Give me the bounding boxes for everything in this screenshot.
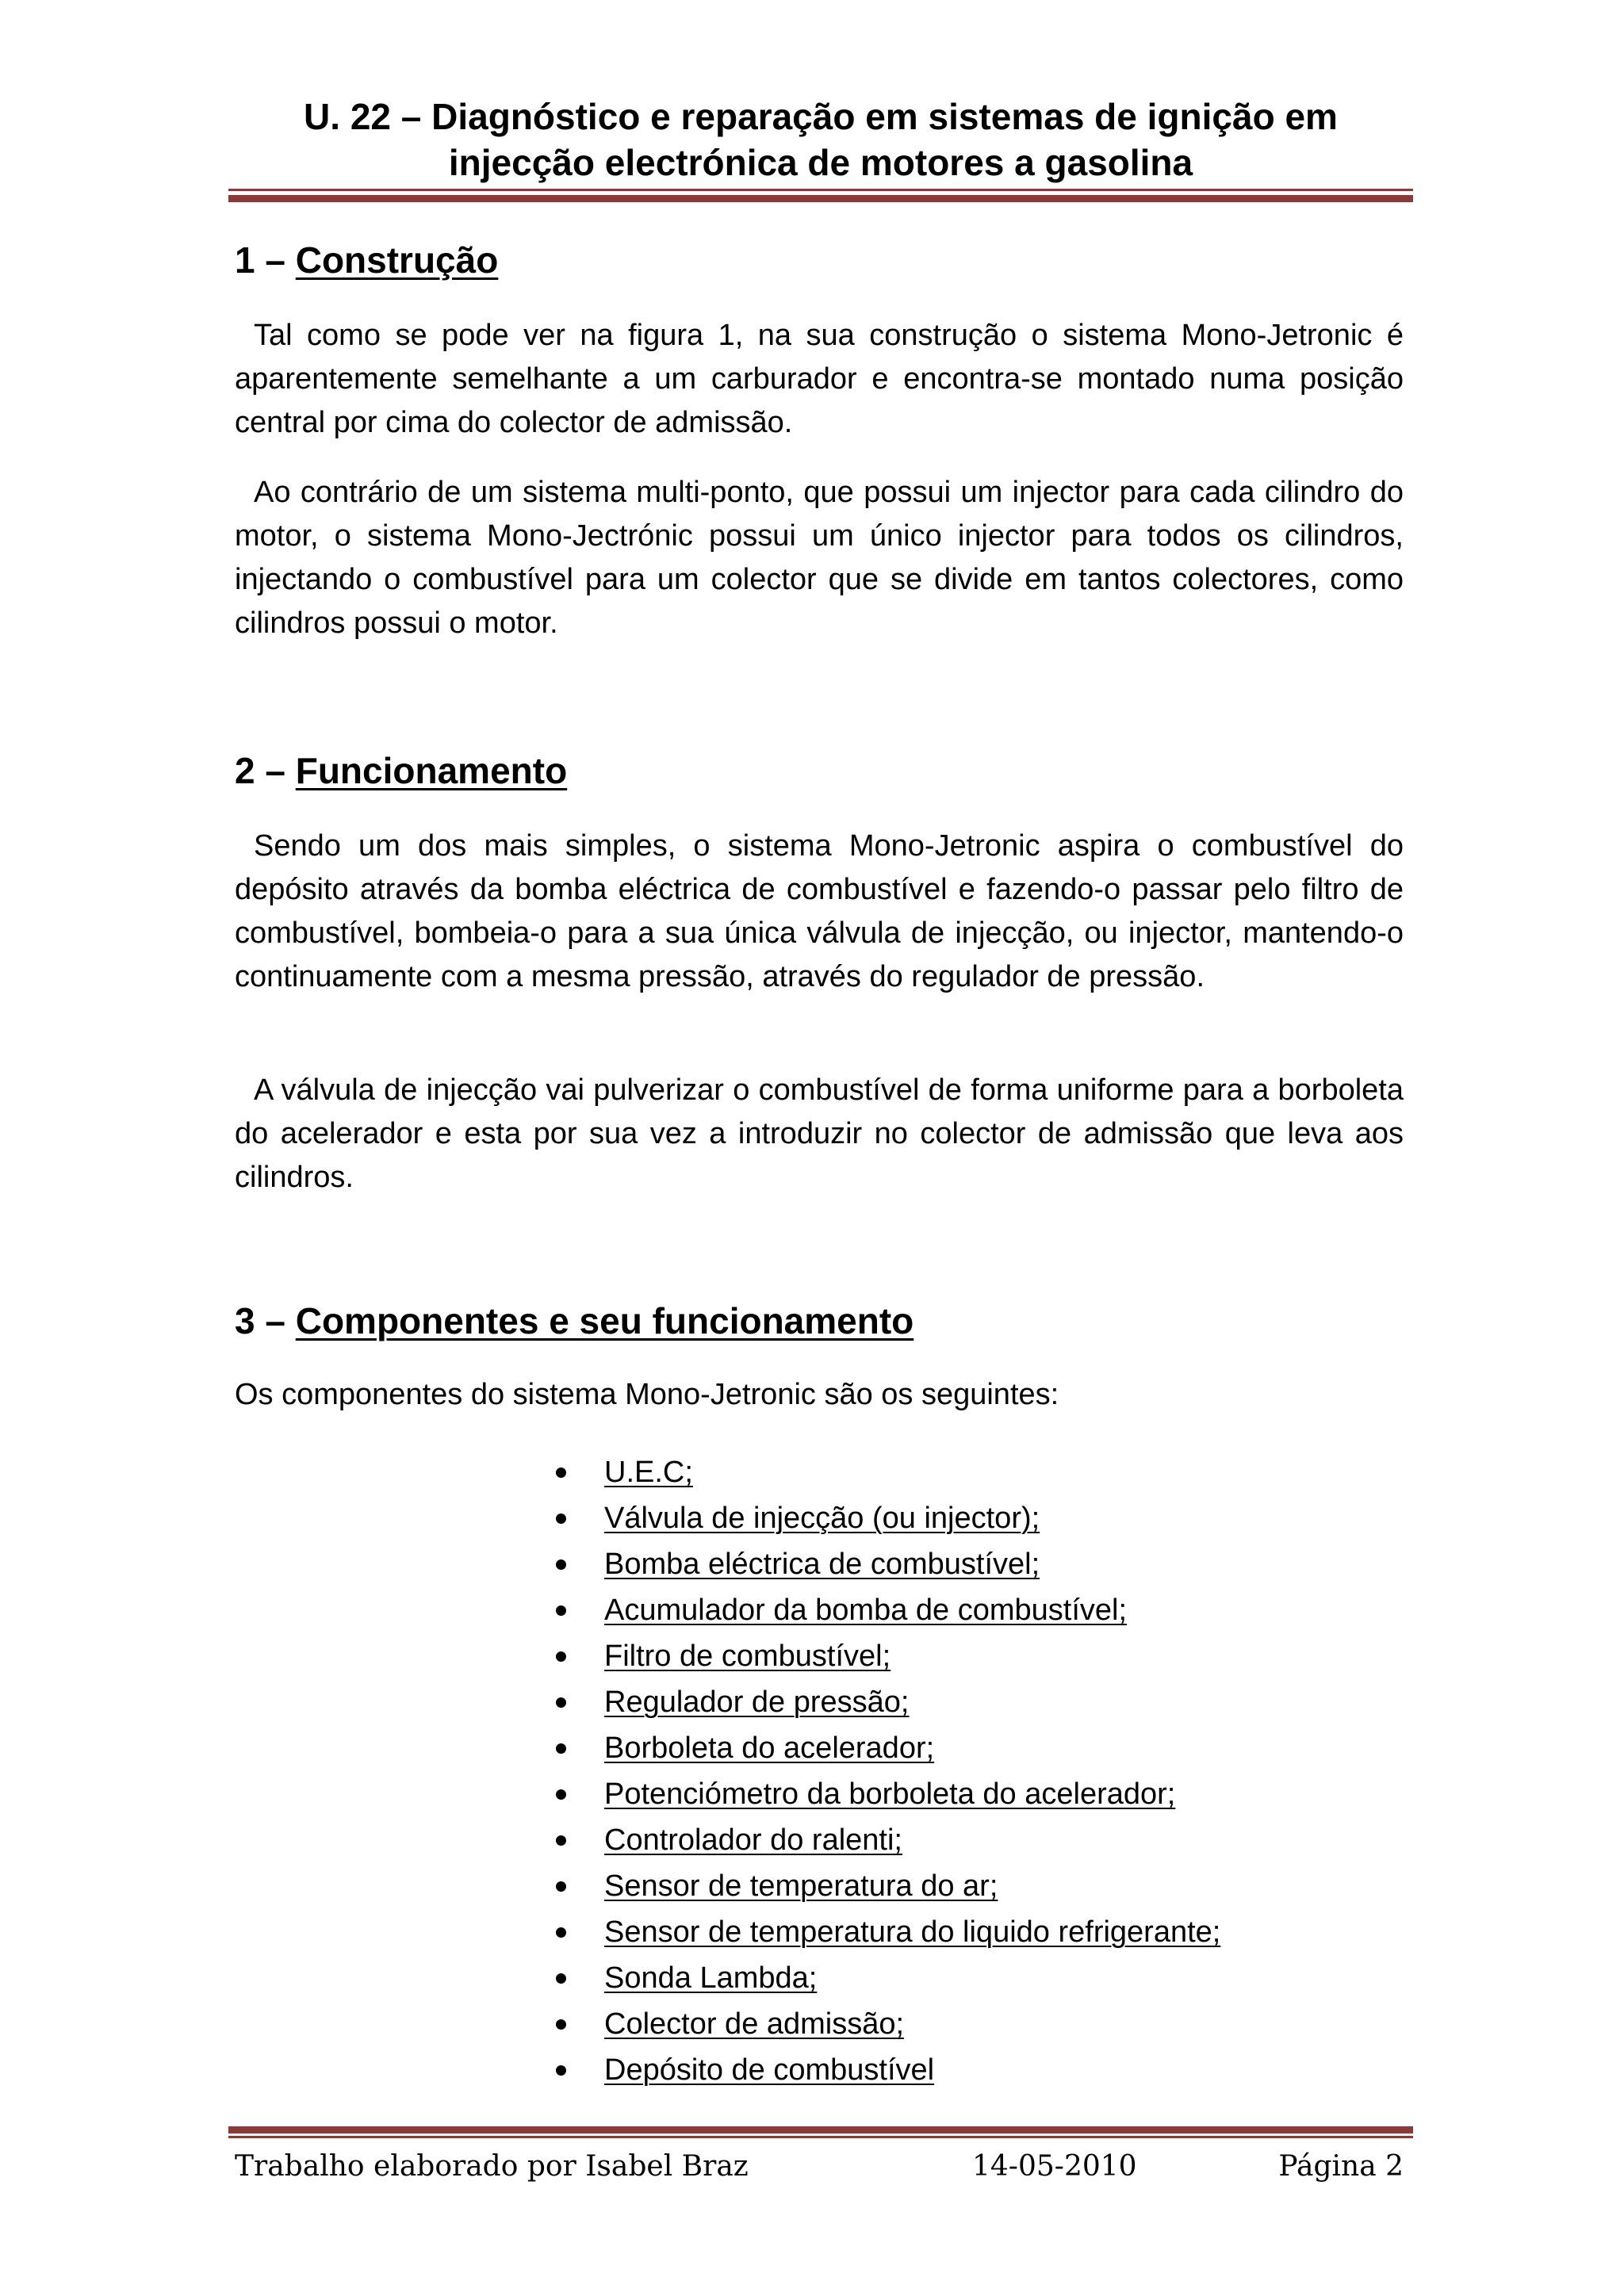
footer-divider xyxy=(228,2126,1413,2137)
bullet-icon xyxy=(556,1789,566,1800)
bullet-icon xyxy=(556,2065,566,2076)
list-item xyxy=(553,1541,1220,1587)
list-item-text[interactable]: Válvula de injecção (ou injector); xyxy=(604,1502,1040,1535)
list-item xyxy=(553,1863,1220,1909)
bullet-icon xyxy=(556,1973,566,1984)
list-item xyxy=(553,1495,1220,1541)
list-item-text[interactable]: Controlador do ralenti; xyxy=(604,1823,902,1857)
list-item-text[interactable]: Borboleta do acelerador; xyxy=(604,1732,935,1765)
list-item xyxy=(553,1633,1220,1679)
section-2-title: Funcionamento xyxy=(295,750,568,791)
header-title-line-1: U. 22 – Diagnóstico e reparação em sistemas de ignição em xyxy=(304,96,1338,137)
bullet-icon xyxy=(556,1697,566,1708)
section-1-paragraph-2: Ao contrário de um sistema multi-ponto, que possui um injector para cada cilindro do motor, o sistema Mono-Jectrónic possui um único injector para todos os cilindros, injectando o combustível para um colector que se divide em tantos colectores, como cilindros possui o motor. xyxy=(235,476,1404,640)
list-item xyxy=(553,1679,1220,1725)
bullet-icon xyxy=(556,1605,566,1616)
bullet-icon xyxy=(556,1468,566,1478)
bullet-icon xyxy=(556,1835,566,1846)
list-item xyxy=(553,1817,1220,1863)
list-item xyxy=(553,1587,1220,1633)
bullet-icon xyxy=(556,1559,566,1570)
list-item-text[interactable]: Filtro de combustível; xyxy=(604,1640,891,1673)
section-3-intro: Os componentes do sistema Mono-Jetronic são os seguintes: xyxy=(235,1378,1059,1411)
list-item xyxy=(553,2047,1220,2093)
footer-author: Trabalho elaborado por Isabel Braz xyxy=(235,2150,749,2183)
components-list xyxy=(553,1449,1220,2093)
list-item xyxy=(553,1955,1220,2001)
list-item xyxy=(553,2001,1220,2047)
section-1-title: Construção xyxy=(295,239,499,281)
section-1-heading xyxy=(235,238,498,282)
section-3-title: Componentes e seu funcionamento xyxy=(295,1300,914,1341)
section-2-paragraph-2: A válvula de injecção vai pulverizar o combustível de forma uniforme para a borboleta do acelerador e esta por sua vez a introduzir no colector de admissão que leva aos cilindros. xyxy=(235,1073,1404,1194)
header-title-line-2: injecção electrónica de motores a gasolina xyxy=(448,142,1193,183)
list-item-text[interactable]: Sensor de temperatura do ar; xyxy=(604,1869,998,1903)
list-item-text[interactable]: U.E.C; xyxy=(604,1456,693,1489)
section-1-paragraph-1: Tal como se pode ver na figura 1, na sua construção o sistema Mono-Jetronic é aparentemente semelhante a um carburador e encontra-se montado numa posição central por cima do colector de admissão. xyxy=(235,319,1404,439)
section-3-heading xyxy=(235,1299,914,1343)
page-header xyxy=(230,94,1411,186)
list-item-text[interactable]: Acumulador da bomba de combustível; xyxy=(604,1594,1128,1627)
bullet-icon xyxy=(556,1651,566,1662)
list-item xyxy=(553,1725,1220,1771)
section-2-paragraph-1: Sendo um dos mais simples, o sistema Mono-Jetronic aspira o combustível do depósito através da bomba eléctrica de combustível e fazendo-o passar pelo filtro de combustível, bombeia-o para a sua única válvula de injecção, ou injector, mantendo-o continuamente com a mesma pressão, através do regulador de pressão. xyxy=(235,829,1404,993)
section-2-number: 2 – xyxy=(235,750,296,791)
footer-date: 14-05-2010 xyxy=(972,2150,1137,2183)
bullet-icon xyxy=(556,2019,566,2030)
list-item-text[interactable]: Regulador de pressão; xyxy=(604,1686,910,1719)
list-item xyxy=(553,1771,1220,1817)
list-item-text[interactable]: Bomba eléctrica de combustível; xyxy=(604,1548,1040,1581)
list-item-text[interactable]: Sonda Lambda; xyxy=(604,1961,818,1995)
bullet-icon xyxy=(556,1881,566,1892)
header-divider xyxy=(228,189,1413,196)
list-item-text[interactable]: Colector de admissão; xyxy=(604,2007,905,2041)
section-2-heading xyxy=(235,748,567,793)
section-1-number: 1 – xyxy=(235,239,296,281)
page-footer xyxy=(235,2147,1404,2187)
bullet-icon xyxy=(556,1927,566,1938)
footer-page-number: Página 2 xyxy=(1278,2150,1404,2183)
list-item-text[interactable]: Sensor de temperatura do liquido refrigerante; xyxy=(604,1915,1221,1949)
list-item xyxy=(553,1909,1220,1955)
list-item-text[interactable]: Depósito de combustível xyxy=(604,2053,935,2087)
section-3-number: 3 – xyxy=(235,1300,296,1341)
list-item xyxy=(553,1449,1220,1495)
bullet-icon xyxy=(556,1513,566,1524)
list-item-text[interactable]: Potenciómetro da borboleta do acelerador; xyxy=(604,1777,1176,1811)
bullet-icon xyxy=(556,1743,566,1754)
